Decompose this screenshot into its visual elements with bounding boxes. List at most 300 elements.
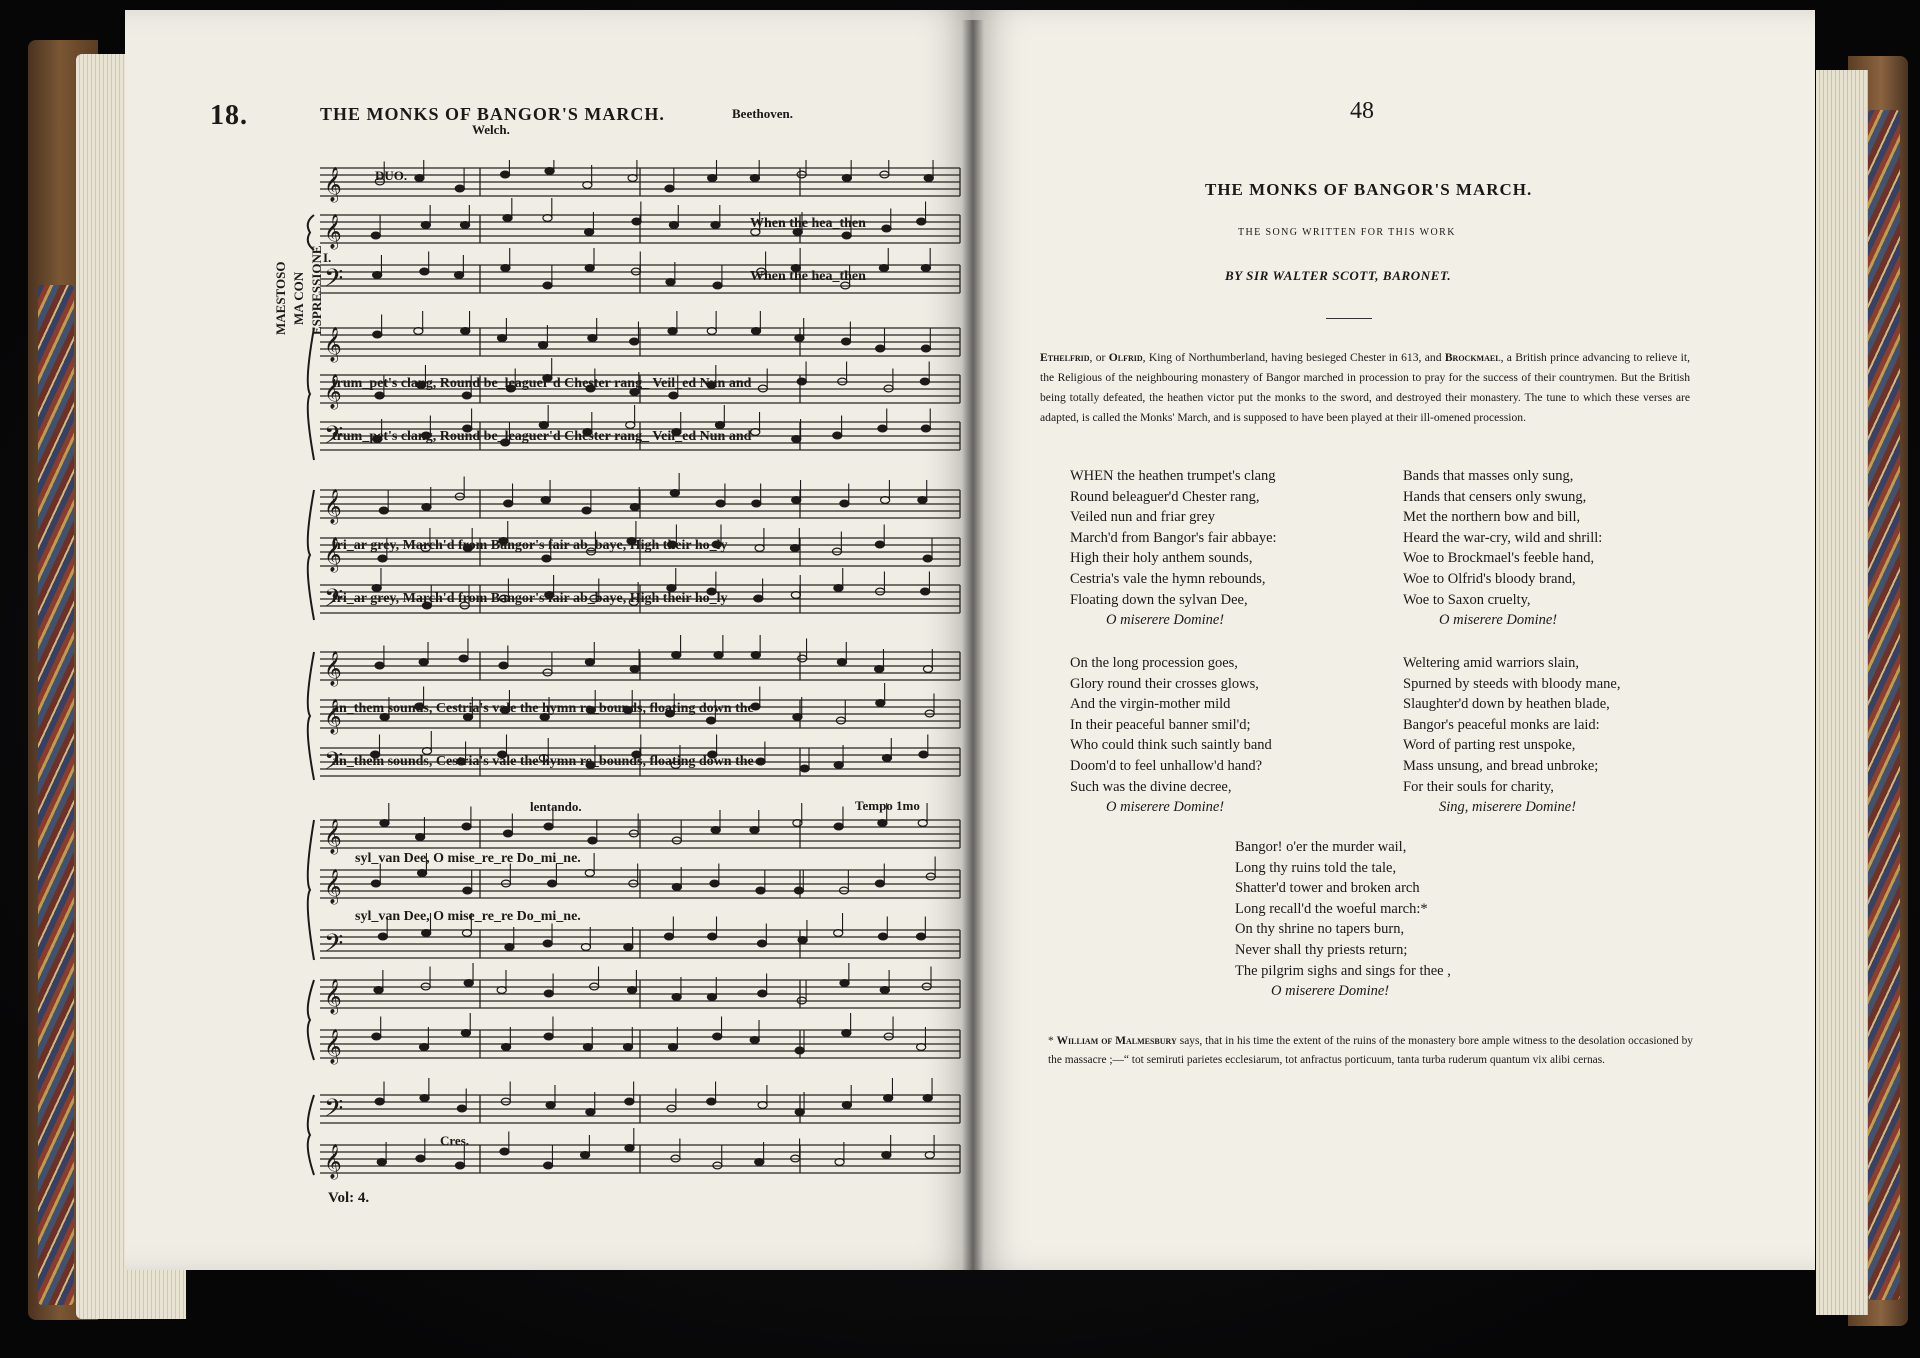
note-head xyxy=(542,555,551,562)
note-head xyxy=(416,834,425,841)
note-head xyxy=(375,392,384,399)
note-head xyxy=(875,666,884,673)
bass-clef-icon: 𝄢 xyxy=(324,584,344,619)
note-head xyxy=(462,392,471,399)
note-head xyxy=(416,1155,425,1162)
note-head xyxy=(585,870,594,877)
note-head xyxy=(879,265,888,272)
verse-line: Woe to Saxon cruelty, xyxy=(1403,591,1531,608)
note-head xyxy=(754,595,763,602)
volume-label: Vol: 4. xyxy=(328,1190,370,1206)
note-head xyxy=(422,504,431,511)
note-head xyxy=(630,504,639,511)
lyric-line-1b: When the hea_then xyxy=(750,269,866,284)
note-head xyxy=(751,429,760,436)
note-head xyxy=(371,232,380,239)
note-head xyxy=(497,987,506,994)
treble-clef-icon: 𝄞 xyxy=(324,979,342,1014)
bass-clef-icon: 𝄢 xyxy=(324,929,344,964)
note-head xyxy=(538,342,547,349)
note-head xyxy=(628,175,637,182)
note-head xyxy=(459,655,468,662)
note-head xyxy=(585,659,594,666)
note-head xyxy=(544,1162,553,1169)
note-head xyxy=(419,659,428,666)
note-head xyxy=(792,436,801,443)
marking-lentando: lentando. xyxy=(530,799,582,814)
note-head xyxy=(455,185,464,192)
note-head xyxy=(923,1095,932,1102)
lyric-line-3b: fri_ar grey, March'd from Bangor's fair ab_baye, High their ho_ly xyxy=(332,591,728,606)
note-head xyxy=(505,944,514,951)
verse-line: Bands that masses only sung, xyxy=(1403,468,1574,484)
note-head xyxy=(501,265,510,272)
note-head xyxy=(541,497,550,504)
note-head xyxy=(713,282,722,289)
note-head xyxy=(790,545,799,552)
note-head xyxy=(755,545,764,552)
treble-clef-icon: 𝄞 xyxy=(324,869,342,904)
treble-clef-icon: 𝄞 xyxy=(324,651,342,686)
note-head xyxy=(504,500,513,507)
note-head xyxy=(371,880,380,887)
note-head xyxy=(461,328,470,335)
note-head xyxy=(583,182,592,189)
music-title: THE MONKS OF BANGOR'S MARCH. xyxy=(320,104,665,124)
verse-line: Long thy ruins told the tale, xyxy=(1235,859,1397,876)
note-head xyxy=(379,507,388,514)
note-head xyxy=(840,980,849,987)
note-head xyxy=(625,1145,634,1152)
note-head xyxy=(750,175,759,182)
lyric-line-5b: syl_van Dee, O mise_re_re Do_mi_ne. xyxy=(355,909,581,924)
note-head xyxy=(454,272,463,279)
note-head xyxy=(420,1095,429,1102)
note-head xyxy=(420,268,429,275)
note-head xyxy=(672,994,681,1001)
note-head xyxy=(916,933,925,940)
note-head xyxy=(422,930,431,937)
lyric-line-4b: an_them sounds, Cestria's vale the hymn re_bounds, floating down the xyxy=(332,754,754,769)
note-head xyxy=(626,422,635,429)
note-head xyxy=(795,335,804,342)
note-head xyxy=(884,1095,893,1102)
verse-line: Woe to Olfrid's bloody brand, xyxy=(1403,570,1576,587)
note-head xyxy=(795,1047,804,1054)
verse-line: Long recall'd the woeful march:* xyxy=(1235,900,1428,917)
refrain: O miserere Domine! xyxy=(1106,799,1225,816)
note-head xyxy=(380,820,389,827)
stanza-1 xyxy=(1070,466,1277,631)
note-head xyxy=(750,827,759,834)
verse-line: In their peaceful banner smil'd; xyxy=(1070,716,1251,733)
note-head xyxy=(461,1030,470,1037)
verse-line: Bangor! o'er the murder wail, xyxy=(1235,839,1407,855)
note-head xyxy=(919,751,928,758)
note-head xyxy=(623,1044,632,1051)
footnote-author: William of Malmesbury xyxy=(1056,1035,1177,1047)
note-head xyxy=(668,1044,677,1051)
note-head xyxy=(415,175,424,182)
lyric-line-3a: fri_ar grey, March'd from Bangor's fair ab_baye, High their ho_ly xyxy=(332,538,728,553)
verse-line: Such was the divine decree, xyxy=(1070,778,1232,795)
note-head xyxy=(708,933,717,940)
verse-line: Doom'd to feel unhallow'd hand? xyxy=(1070,757,1263,774)
note-head xyxy=(880,987,889,994)
note-head xyxy=(837,659,846,666)
note-head xyxy=(630,338,639,345)
song-number: 18. xyxy=(210,100,248,131)
note-head xyxy=(672,652,681,659)
note-head xyxy=(757,940,766,947)
note-head xyxy=(544,990,553,997)
note-head xyxy=(707,328,716,335)
bass-clef-icon: 𝄢 xyxy=(324,747,344,782)
system-brace xyxy=(308,652,314,780)
note-head xyxy=(501,1044,510,1051)
note-head xyxy=(758,990,767,997)
intro-text-1: , or xyxy=(1089,351,1109,364)
treble-clef-icon: 𝄞 xyxy=(324,489,342,524)
note-head xyxy=(715,422,724,429)
stanza-2 xyxy=(1403,466,1602,631)
verse-line: Shatter'd tower and broken arch xyxy=(1235,880,1420,897)
note-head xyxy=(543,282,552,289)
note-head xyxy=(835,1159,844,1166)
note-head xyxy=(588,335,597,342)
note-head xyxy=(882,225,891,232)
note-head xyxy=(460,222,469,229)
verse-line: Woe to Brockmael's feeble hand, xyxy=(1403,550,1595,567)
system-brace xyxy=(308,490,314,620)
note-head xyxy=(585,229,594,236)
verse-line: Glory round their crosses glows, xyxy=(1070,675,1259,692)
note-head xyxy=(840,500,849,507)
note-head xyxy=(842,1030,851,1037)
note-head xyxy=(917,218,926,225)
note-head xyxy=(923,666,932,673)
note-head xyxy=(923,555,932,562)
note-head xyxy=(881,497,890,504)
music-notes xyxy=(308,160,936,1180)
tempo-line-3: ESPRESSIONE xyxy=(309,245,324,335)
treble-clef-icon: 𝄞 xyxy=(324,327,342,362)
system-brace xyxy=(308,328,314,460)
lyric-line-1a: When the hea_then xyxy=(750,216,866,231)
verse-line: Floating down the sylvan Dee, xyxy=(1070,591,1248,608)
verse-line: WHEN the heathen trumpet's clang xyxy=(1070,468,1276,484)
treble-clef-icon: 𝄞 xyxy=(324,1029,342,1064)
stanza-4 xyxy=(1403,653,1620,818)
note-head xyxy=(503,830,512,837)
note-head xyxy=(756,887,765,894)
marking-cres: Cres. xyxy=(440,1133,470,1148)
verse-line: The pilgrim sighs and sings for thee , xyxy=(1235,962,1451,979)
verse-line: Hands that censers only swung, xyxy=(1403,488,1587,505)
note-head xyxy=(418,870,427,877)
note-head xyxy=(878,425,887,432)
note-head xyxy=(457,1105,466,1112)
footnote xyxy=(1048,1032,1693,1070)
note-head xyxy=(882,1152,891,1159)
note-head xyxy=(920,378,929,385)
note-head xyxy=(751,328,760,335)
note-head xyxy=(834,585,843,592)
note-head xyxy=(668,328,677,335)
refrain: Sing, miserere Domine! xyxy=(1439,799,1577,816)
footnote-mark: * xyxy=(1048,1035,1057,1047)
note-head xyxy=(669,222,678,229)
note-head xyxy=(876,345,885,352)
bass-clef-icon: 𝄢 xyxy=(324,421,344,456)
verse-line: Veiled nun and friar grey xyxy=(1070,509,1215,526)
note-head xyxy=(664,933,673,940)
verse-line: March'd from Bangor's fair abbaye: xyxy=(1070,529,1277,546)
right-page-edges xyxy=(1816,70,1868,1315)
treble-clef-icon: 𝄞 xyxy=(324,374,342,409)
note-head xyxy=(842,175,851,182)
note-head xyxy=(711,827,720,834)
note-head xyxy=(377,1159,386,1166)
note-head xyxy=(503,215,512,222)
note-head xyxy=(543,215,552,222)
note-head xyxy=(842,232,851,239)
verse-line: Mass unsung, and bread unbroke; xyxy=(1403,757,1599,774)
note-head xyxy=(582,507,591,514)
note-head xyxy=(373,272,382,279)
stanza-5 xyxy=(1235,837,1451,1002)
system-brace xyxy=(308,1095,314,1175)
note-head xyxy=(918,820,927,827)
note-head xyxy=(544,823,553,830)
note-head xyxy=(543,940,552,947)
note-head xyxy=(841,338,850,345)
note-head xyxy=(464,980,473,987)
author-line: BY SIR WALTER SCOTT, BARONET. xyxy=(1225,268,1452,283)
song-note: THE SONG WRITTEN FOR THIS WORK xyxy=(1238,227,1456,238)
ornament-rule xyxy=(1326,318,1372,319)
treble-clef-icon: 𝄞 xyxy=(324,699,342,734)
note-head xyxy=(756,758,765,765)
note-head xyxy=(714,652,723,659)
verse-line: And the virgin-mother mild xyxy=(1070,696,1231,713)
note-head xyxy=(921,345,930,352)
note-head xyxy=(706,717,715,724)
note-head xyxy=(630,666,639,673)
note-head xyxy=(585,265,594,272)
footnote-text: says, that in his time the extent of the ruins of the monastery bore ample witness to the desolation occasioned by the massacre ;—“ tot semiruti parietes ecclesiarum, tot anfractus porticuum, tanta turba ruderum quantum vix alibi cernas. xyxy=(1048,1035,1694,1066)
refrain: O miserere Domine! xyxy=(1271,983,1390,1000)
verse-line: Never shall thy priests return; xyxy=(1235,941,1408,958)
note-head xyxy=(833,432,842,439)
stanza-3 xyxy=(1070,653,1272,818)
note-head xyxy=(624,944,633,951)
note-head xyxy=(665,185,674,192)
song-title: THE MONKS OF BANGOR'S MARCH. xyxy=(1205,180,1533,199)
note-head xyxy=(713,1033,722,1040)
note-head xyxy=(581,944,590,951)
note-head xyxy=(797,378,806,385)
note-head xyxy=(583,1044,592,1051)
staff-lines xyxy=(320,168,960,1173)
lyric-line-5a: syl_van Dee, O mise_re_re Do_mi_ne. xyxy=(355,851,581,866)
tempo-line-2: MA CON xyxy=(291,271,306,325)
marking-tempo-primo: Tempo 1mo xyxy=(855,798,920,813)
note-head xyxy=(842,1102,851,1109)
duo-label: DUO. xyxy=(375,168,408,183)
system-brace xyxy=(308,980,314,1060)
note-head xyxy=(755,1159,764,1166)
note-head xyxy=(414,328,423,335)
note-head xyxy=(544,1033,553,1040)
verse-line: Slaughter'd down by heathen blade, xyxy=(1403,696,1610,713)
note-head xyxy=(834,823,843,830)
note-head xyxy=(419,1044,428,1051)
verse-line: Round beleaguer'd Chester rang, xyxy=(1070,488,1260,505)
note-head xyxy=(925,1152,934,1159)
lyric-line-2a: trum_pet's clang, Round be_leaguer'd Chester rang_ Veil_ed Nun and xyxy=(332,376,752,391)
verse-line: Bangor's peaceful monks are laid: xyxy=(1403,716,1600,733)
note-head xyxy=(421,222,430,229)
note-head xyxy=(917,1044,926,1051)
note-head xyxy=(751,652,760,659)
intro-paragraph xyxy=(1040,348,1690,428)
voice-mark-1: I. xyxy=(323,250,332,265)
note-head xyxy=(670,490,679,497)
bass-clef-icon: 𝄢 xyxy=(324,1094,344,1129)
note-head xyxy=(921,588,930,595)
note-head xyxy=(580,1152,589,1159)
note-head xyxy=(500,1148,509,1155)
tempo-line-1: MAESTOSO xyxy=(273,261,288,335)
treble-clef-icon: 𝄞 xyxy=(324,167,342,202)
page-number: 48 xyxy=(1350,98,1374,124)
music-subtitle: Welch. xyxy=(472,122,510,137)
verse-line: On the long procession goes, xyxy=(1070,655,1238,671)
note-head xyxy=(834,762,843,769)
note-head xyxy=(588,837,597,844)
verse-line: Met the northern bow and bill, xyxy=(1403,509,1581,526)
note-head xyxy=(373,331,382,338)
verse-line: Heard the war-cry, wild and shrill: xyxy=(1403,529,1603,546)
verse-line: On thy shrine no tapers burn, xyxy=(1235,921,1405,938)
note-head xyxy=(921,265,930,272)
verse-line: Cestria's vale the hymn rebounds, xyxy=(1070,570,1266,587)
composer: Beethoven. xyxy=(732,106,794,121)
note-head xyxy=(834,930,843,937)
verse-line: High their holy anthem sounds, xyxy=(1070,550,1253,567)
note-head xyxy=(750,1037,759,1044)
lyric-line-2b: trum_pet's clang, Round be_leaguer'd Chester rang_ Veil_ed Nun and xyxy=(332,429,752,444)
intro-name-ethelfrid: Ethelfrid xyxy=(1040,351,1090,364)
note-head xyxy=(625,1098,634,1105)
treble-clef-icon: 𝄞 xyxy=(324,819,342,854)
note-head xyxy=(463,887,472,894)
note-head xyxy=(632,218,641,225)
note-head xyxy=(666,279,675,286)
note-head xyxy=(545,168,554,175)
note-head xyxy=(378,933,387,940)
note-head xyxy=(539,422,548,429)
verse-line: Word of parting rest unspoke, xyxy=(1403,737,1576,754)
note-head xyxy=(374,987,383,994)
system-brace xyxy=(308,820,314,960)
treble-clef-icon: 𝄞 xyxy=(324,214,342,249)
note-head xyxy=(672,884,681,891)
note-head xyxy=(372,1033,381,1040)
note-head xyxy=(711,222,720,229)
note-head xyxy=(795,1109,804,1116)
note-head xyxy=(794,887,803,894)
note-head xyxy=(878,820,887,827)
note-head xyxy=(707,994,716,1001)
system-brace xyxy=(308,215,314,250)
bass-clef-icon: 𝄢 xyxy=(324,264,344,299)
note-head xyxy=(876,700,885,707)
note-head xyxy=(501,171,510,178)
note-head xyxy=(375,662,384,669)
note-head xyxy=(499,662,508,669)
note-head xyxy=(547,880,556,887)
intro-text-2: , King of Northumberland, having besieged Chester in 613, and xyxy=(1142,351,1445,364)
note-head xyxy=(792,497,801,504)
note-head xyxy=(791,592,800,599)
verse-line: Weltering amid warriors slain, xyxy=(1403,655,1580,671)
treble-clef-icon: 𝄞 xyxy=(324,537,342,572)
intro-name-brockmael: Brockmael xyxy=(1444,351,1501,364)
verse-line: Spurned by steeds with bloody mane, xyxy=(1403,675,1621,692)
verse-line: Who could think such saintly band xyxy=(1070,737,1272,754)
note-head xyxy=(497,335,506,342)
note-head xyxy=(375,1098,384,1105)
note-head xyxy=(793,714,802,721)
note-head xyxy=(708,175,717,182)
note-head xyxy=(800,765,809,772)
note-head xyxy=(752,500,761,507)
note-head xyxy=(455,1162,464,1169)
refrain: O miserere Domine! xyxy=(1106,612,1225,629)
left-marbled-edge xyxy=(38,285,74,1305)
right-marbled-edge xyxy=(1868,110,1900,1300)
intro-name-olfrid: Olfrid xyxy=(1108,351,1143,364)
note-head xyxy=(875,880,884,887)
note-head xyxy=(707,1098,716,1105)
note-head xyxy=(878,933,887,940)
note-head xyxy=(710,880,719,887)
treble-clef-icon: 𝄞 xyxy=(324,1144,342,1179)
note-head xyxy=(462,823,471,830)
verse-line: For their souls for charity, xyxy=(1403,778,1554,795)
note-head xyxy=(669,392,678,399)
note-head xyxy=(882,755,891,762)
note-head xyxy=(716,500,725,507)
note-head xyxy=(378,555,387,562)
note-head xyxy=(586,1109,595,1116)
note-head xyxy=(462,930,471,937)
intro-text-3: , a British prince advancing to relieve it, the Religious of the neighbouring monastery of Bangor marched in procession to pray for the success of their countrymen. But the British being totally defeated, the heathen victor put the monks to the sword, and destroyed their monastery. The tune to which these verses are adapted, is called the Monks' March, and is supposed to have been played at their ill-omened procession. xyxy=(1040,351,1690,424)
note-head xyxy=(921,425,930,432)
refrain: O miserere Domine! xyxy=(1439,612,1558,629)
note-head xyxy=(546,1102,555,1109)
note-head xyxy=(758,1102,767,1109)
note-head xyxy=(798,937,807,944)
lyric-line-4a: an_them sounds, Cestria's vale the hymn re_bounds, floating down the xyxy=(332,701,754,716)
note-head xyxy=(918,497,927,504)
note-head xyxy=(627,987,636,994)
music-score xyxy=(280,160,970,1200)
note-head xyxy=(875,541,884,548)
note-head xyxy=(924,175,933,182)
